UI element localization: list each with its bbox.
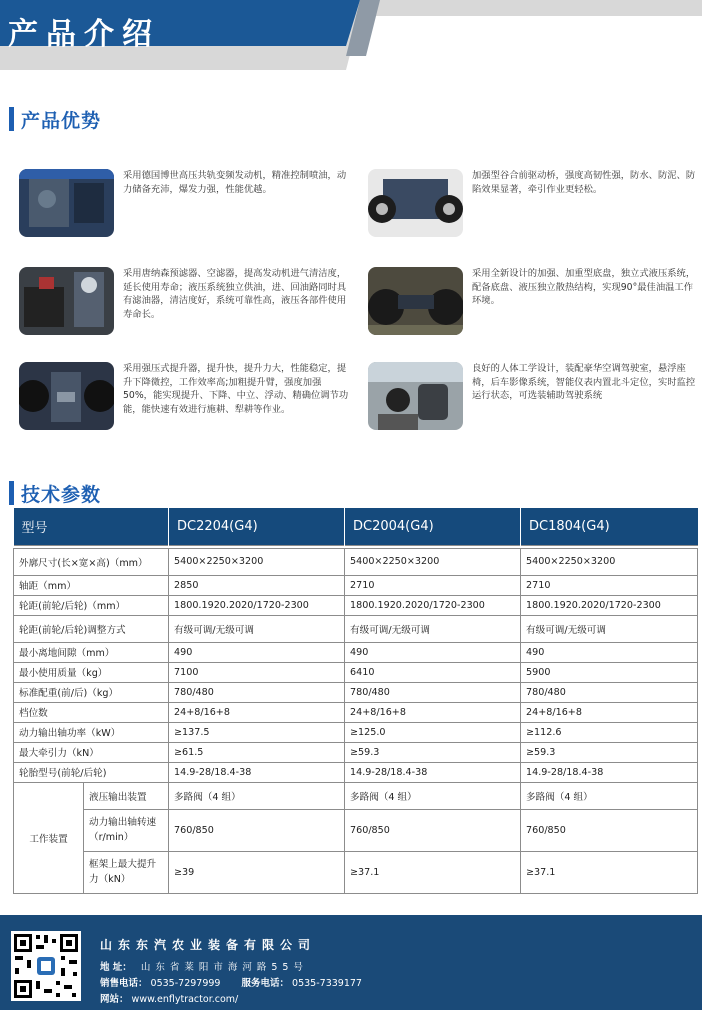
row-label: 轮胎型号(前轮/后轮) xyxy=(14,762,169,782)
cell: 5400×2250×3200 xyxy=(521,548,698,575)
row-label: 动力输出轴转速（r/min） xyxy=(84,809,169,851)
feature-text: 采用德国博世高压共轨变频发动机，精准控制喷油，动力储备充沛，爆发力强，性能优越。 xyxy=(123,170,347,195)
cell: 2850 xyxy=(169,575,345,595)
qr-code[interactable] xyxy=(11,931,81,1001)
specs-title: 技术参数 xyxy=(21,483,102,506)
table-row xyxy=(14,575,698,595)
table-row xyxy=(14,595,698,615)
row-label: 外廓尺寸(长×宽×高)（mm） xyxy=(14,548,169,575)
work-device-label: 工作装置 xyxy=(14,782,84,893)
table-row xyxy=(14,615,698,642)
feature-text: 采用全新设计的加强、加重型底盘，独立式液压系统，配备底盘、液压独立散热结构，实现90°最佳油温工作环境。 xyxy=(472,268,696,307)
table-row xyxy=(14,662,698,682)
spec-header-row xyxy=(14,508,698,545)
row-label: 轮距(前轮/后轮)调整方式 xyxy=(14,615,169,642)
header-dc2004: DC2004(G4) xyxy=(345,508,521,545)
address-value: 山东省莱阳市海河路55号 xyxy=(140,962,308,973)
front-axle-image xyxy=(368,169,463,237)
cell: ≥37.1 xyxy=(521,851,698,893)
feature-text: 采用强压式提升器，提升快，提升力大，性能稳定，提升下降微控，工作效率高;加粗提升臂，强度加强50%，能实现提升、下降、中立、浮动、精确位调节功能，能快速有效进行施耕、犁耕等作业。 xyxy=(123,363,349,415)
advantages-title: 产品优势 xyxy=(21,109,102,132)
cell: 1800.1920.2020/1720-2300 xyxy=(345,595,521,615)
cell: ≥112.6 xyxy=(521,722,698,742)
cell: 780/480 xyxy=(345,682,521,702)
service-phone[interactable]: 0535-7339177 xyxy=(292,978,362,989)
feature-text: 良好的人体工学设计，装配豪华空调驾驶室，悬浮座椅，后车影像系统，智能仪表内置北斗定位，实时监控运行状态，可选装辅助驾驶系统 xyxy=(472,363,696,402)
cell: 490 xyxy=(345,642,521,662)
header-model: 型号 xyxy=(14,508,169,545)
cell: 780/480 xyxy=(521,682,698,702)
table-row xyxy=(14,642,698,662)
sales-phone[interactable]: 0535-7297999 xyxy=(150,978,221,989)
heading-accent-bar xyxy=(9,481,14,505)
cell: 490 xyxy=(521,642,698,662)
cell: 760/850 xyxy=(169,809,345,851)
cab-image xyxy=(368,362,463,430)
cell: 多路阀（4 组） xyxy=(521,782,698,809)
cell: 5400×2250×3200 xyxy=(169,548,345,575)
lift-image xyxy=(19,362,114,430)
table-row xyxy=(14,702,698,722)
cell: 490 xyxy=(169,642,345,662)
row-label: 框架上最大提升力（kN） xyxy=(84,851,169,893)
feature-lift xyxy=(19,362,351,430)
service-label: 服务电话： xyxy=(241,978,290,989)
cell: ≥61.5 xyxy=(169,742,345,762)
cell: 780/480 xyxy=(169,682,345,702)
specs-heading xyxy=(9,478,101,508)
page-banner xyxy=(0,0,702,70)
table-row xyxy=(14,742,698,762)
row-label: 轮距(前轮/后轮)（mm） xyxy=(14,595,169,615)
cell: 有级可调/无级可调 xyxy=(345,615,521,642)
cell: ≥39 xyxy=(169,851,345,893)
row-label: 液压输出装置 xyxy=(84,782,169,809)
cell: 14.9-28/18.4-38 xyxy=(345,762,521,782)
website-link[interactable]: www.enflytractor.com/ xyxy=(131,994,239,1005)
table-row xyxy=(14,851,698,893)
feature-chassis xyxy=(368,267,700,335)
row-label: 最小离地间隙（mm） xyxy=(14,642,169,662)
cell: 2710 xyxy=(345,575,521,595)
cell: 有级可调/无级可调 xyxy=(169,615,345,642)
row-label: 动力输出轴功率（kW） xyxy=(14,722,169,742)
row-label: 最小使用质量（kg） xyxy=(14,662,169,682)
website-label: 网站： xyxy=(100,994,129,1005)
cell: ≥59.3 xyxy=(345,742,521,762)
cell: 多路阀（4 组） xyxy=(169,782,345,809)
sales-label: 销售电话： xyxy=(100,978,148,989)
advantages-heading xyxy=(9,104,101,134)
feature-cab xyxy=(368,362,700,430)
cell: 14.9-28/18.4-38 xyxy=(169,762,345,782)
cell: 24+8/16+8 xyxy=(169,702,345,722)
feature-filter xyxy=(19,267,351,335)
table-row xyxy=(14,762,698,782)
row-label: 标准配重(前/后)（kg） xyxy=(14,682,169,702)
engine-image xyxy=(19,169,114,237)
page-footer xyxy=(0,915,702,1010)
row-label: 轴距（mm） xyxy=(14,575,169,595)
header-dc2204: DC2204(G4) xyxy=(169,508,345,545)
cell: ≥137.5 xyxy=(169,722,345,742)
table-row xyxy=(14,782,698,809)
chassis-image xyxy=(368,267,463,335)
heading-accent-bar xyxy=(9,107,14,131)
cell: ≥59.3 xyxy=(521,742,698,762)
filter-image xyxy=(19,267,114,335)
table-row xyxy=(14,548,698,575)
cell: 1800.1920.2020/1720-2300 xyxy=(521,595,698,615)
table-row xyxy=(14,682,698,702)
address-line xyxy=(100,959,308,973)
feature-text: 采用唐纳森预滤器、空滤器，提高发动机进气清洁度，延长使用寿命；液压系统独立供油，进、回油路同时具有滤油器，清洁度好，系统可靠性高，液压各部件使用寿命长。 xyxy=(123,268,347,320)
company-name: 山东东汽农业装备有限公司 xyxy=(100,938,317,952)
spec-table xyxy=(13,508,698,894)
cell: 5900 xyxy=(521,662,698,682)
table-row xyxy=(14,809,698,851)
header-dc1804: DC1804(G4) xyxy=(521,508,698,545)
cell: 24+8/16+8 xyxy=(521,702,698,722)
cell: 7100 xyxy=(169,662,345,682)
table-row xyxy=(14,722,698,742)
row-label: 档位数 xyxy=(14,702,169,722)
cell: 多路阀（4 组） xyxy=(345,782,521,809)
page-title: 产品介绍 xyxy=(8,17,160,52)
row-label: 最大牵引力（kN） xyxy=(14,742,169,762)
website-line xyxy=(100,991,238,1005)
cell: 14.9-28/18.4-38 xyxy=(521,762,698,782)
feature-front-axle xyxy=(368,169,700,237)
phone-line xyxy=(100,975,362,989)
address-label: 地 址： xyxy=(100,962,132,973)
cell: 6410 xyxy=(345,662,521,682)
cell: 1800.1920.2020/1720-2300 xyxy=(169,595,345,615)
feature-engine xyxy=(19,169,351,237)
cell: ≥125.0 xyxy=(345,722,521,742)
cell: 5400×2250×3200 xyxy=(345,548,521,575)
feature-text: 加强型谷合前驱动桥，强度高韧性强，防水、防泥、防陷效果显著，牵引作业更轻松。 xyxy=(472,170,696,195)
cell: 有级可调/无级可调 xyxy=(521,615,698,642)
cell: ≥37.1 xyxy=(345,851,521,893)
cell: 24+8/16+8 xyxy=(345,702,521,722)
cell: 2710 xyxy=(521,575,698,595)
cell: 760/850 xyxy=(521,809,698,851)
cell: 760/850 xyxy=(345,809,521,851)
